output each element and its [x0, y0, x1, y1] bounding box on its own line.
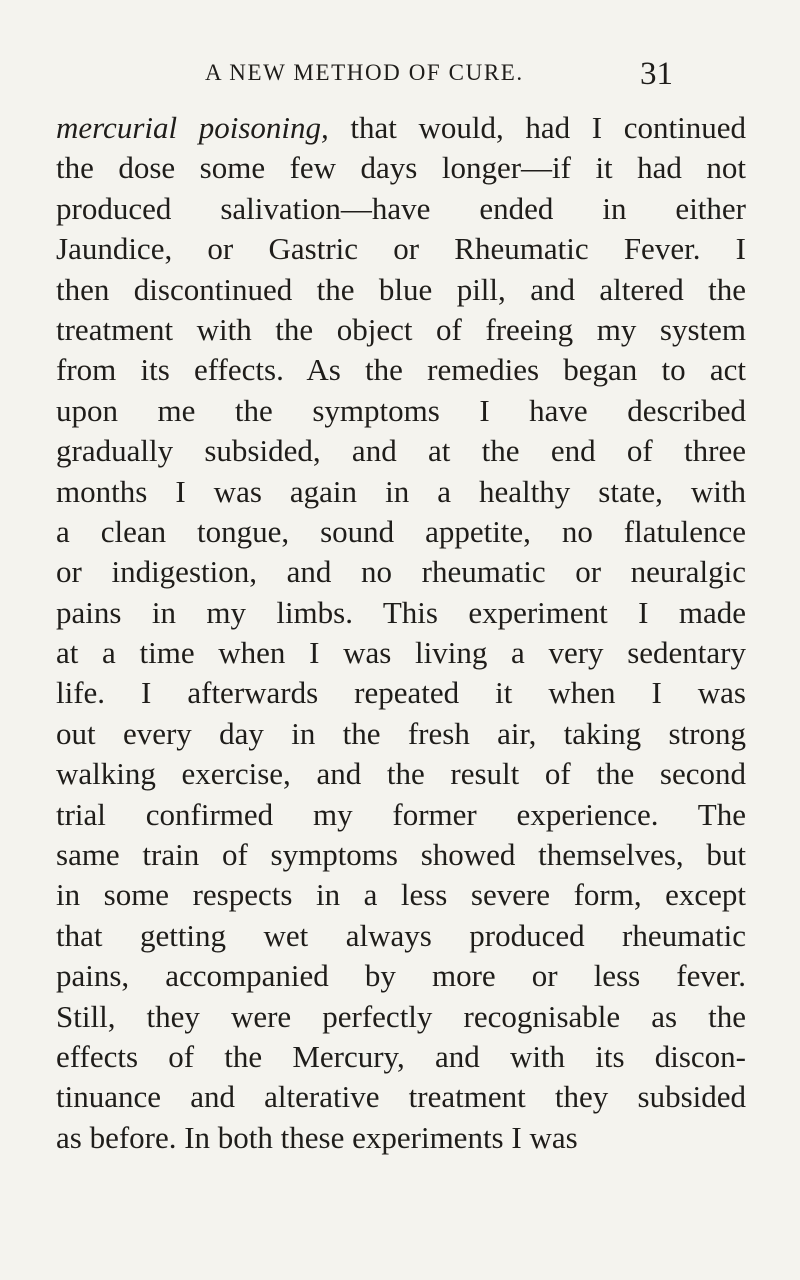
text-line: pains, accompanied by more or less fever. [56, 958, 746, 994]
text-line: Jaundice, or Gastric or Rheumatic Fever. I [56, 231, 746, 267]
text-line: a clean tongue, sound appetite, no flatulence [56, 513, 746, 549]
text-line: Still, they were perfectly recognisable as the [56, 998, 746, 1034]
text-line: effects of the Mercury, and with its discon- [56, 1038, 746, 1074]
italic-phrase: mercurial poisoning, [56, 110, 329, 145]
text-line: that getting wet always produced rheumatic [56, 917, 746, 953]
text-line: or indigestion, and no rheumatic or neuralgic [56, 554, 746, 590]
text-line: life. I afterwards repeated it when I was [56, 675, 746, 711]
running-title: A NEW METHOD OF CURE. [205, 60, 524, 85]
text-line: at a time when I was living a very sedentary [56, 635, 746, 671]
line-text: that would, had I continued [328, 110, 746, 145]
running-head [0, 56, 800, 96]
text-line: gradually subsided, and at the end of three [56, 433, 746, 469]
text-line: same train of symptoms showed themselves, but [56, 837, 746, 873]
text-line: months I was again in a healthy state, with [56, 473, 746, 509]
text-line: the dose some few days longer—if it had not [56, 150, 746, 186]
text-line: from its effects. As the remedies began to act [56, 352, 746, 388]
text-line: treatment with the object of freeing my system [56, 311, 746, 347]
text-line: upon me the symptoms I have described [56, 392, 746, 428]
text-line: tinuance and alterative treatment they subsided [56, 1079, 746, 1115]
text-line [56, 108, 746, 148]
body-paragraph [56, 108, 746, 1158]
text-line: then discontinued the blue pill, and altered the [56, 271, 746, 307]
text-line: pains in my limbs. This experiment I made [56, 594, 746, 630]
text-line: produced salivation—have ended in either [56, 190, 746, 226]
text-line: in some respects in a less severe form, except [56, 877, 746, 913]
text-line: out every day in the fresh air, taking strong [56, 715, 746, 751]
text-line: trial confirmed my former experience. The [56, 796, 746, 832]
text-line: as before. In both these experiments I was [56, 1119, 578, 1155]
page-number: 31 [640, 56, 673, 92]
text-line: walking exercise, and the result of the second [56, 756, 746, 792]
